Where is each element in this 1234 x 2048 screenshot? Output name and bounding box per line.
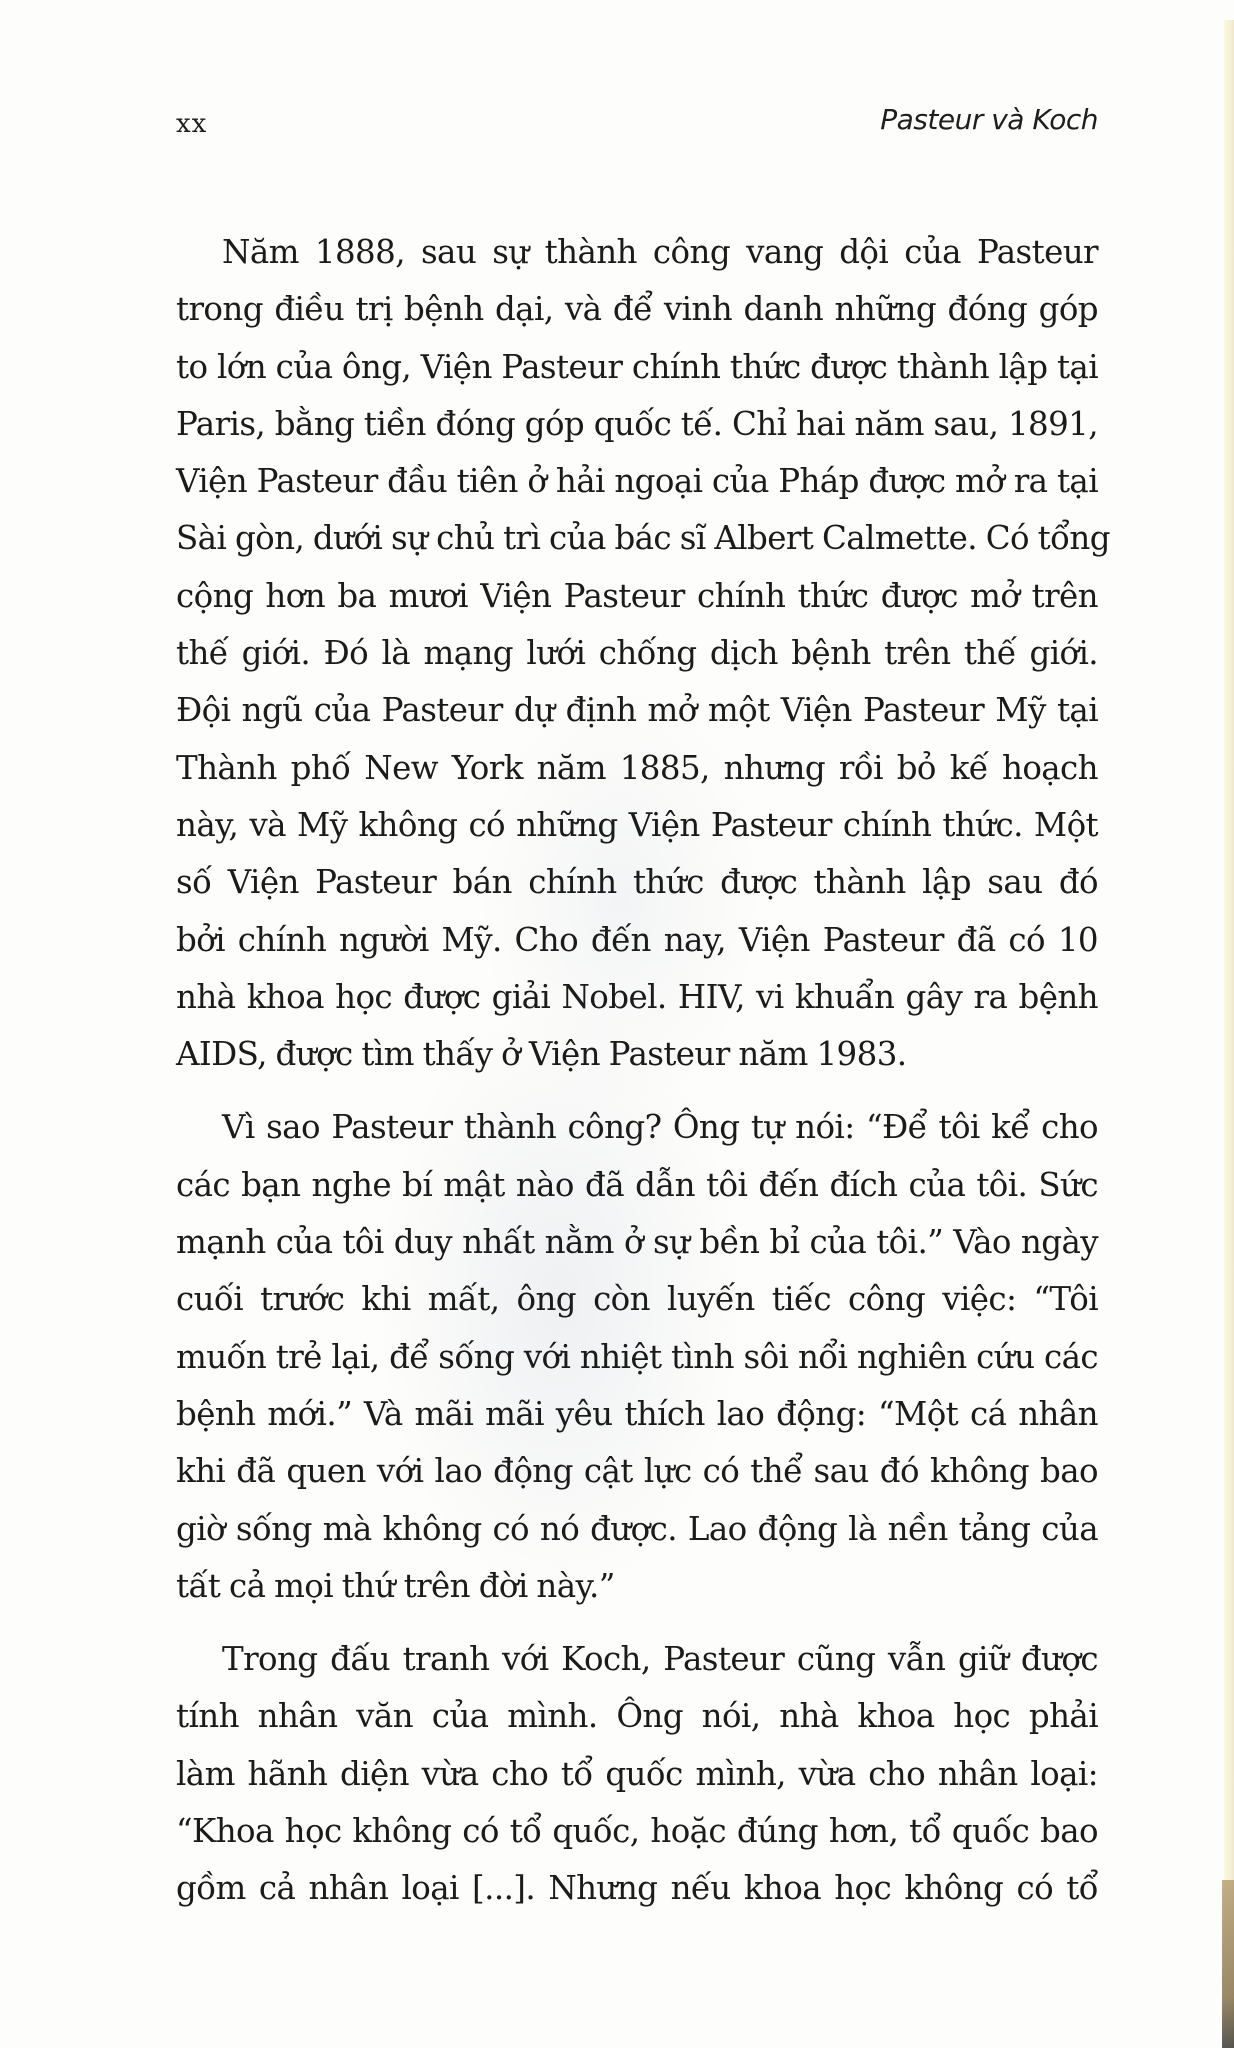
body-text [176, 224, 1110, 1918]
running-header [176, 103, 1098, 143]
text-line: Sài gòn, dưới sự chủ trì của bác sĩ Albert Calmette. Có tổng [176, 519, 1110, 558]
paragraph-spacer [176, 1083, 1098, 1099]
paragraph-1 [176, 224, 1110, 1083]
text-line: bởi chính người Mỹ. Cho đến nay, Viện Pasteur đã có 10 [176, 920, 1098, 959]
text-line: Viện Pasteur đầu tiên ở hải ngoại của Pháp được mở ra tại [176, 462, 1098, 501]
text-line: giờ sống mà không có nó được. Lao động là nền tảng của [176, 1509, 1098, 1548]
running-title: Pasteur và Koch [880, 103, 1098, 136]
page-edge [1224, 20, 1234, 2048]
text-line: AIDS, được tìm thấy ở Viện Pasteur năm 1983. [176, 1035, 907, 1074]
text-line: trong điều trị bệnh dại, và để vinh danh những đóng góp [176, 290, 1098, 329]
text-line: số Viện Pasteur bán chính thức được thành lập sau đó [176, 863, 1098, 902]
text-line: cộng hơn ba mươi Viện Pasteur chính thức được mở trên [176, 576, 1098, 615]
text-line: “Khoa học không có tổ quốc, hoặc đúng hơn, tổ quốc bao [176, 1812, 1098, 1851]
text-line: Thành phố New York năm 1885, nhưng rồi bỏ kế hoạch [176, 748, 1098, 787]
paragraph-3 [176, 1631, 1098, 1917]
text-line: bệnh mới.” Và mãi mãi yêu thích lao động: “Một cá nhân [176, 1394, 1098, 1433]
text-line: cuối trước khi mất, ông còn luyến tiếc công việc: “Tôi [176, 1280, 1098, 1319]
text-line: to lớn của ông, Viện Pasteur chính thức được thành lập tại [176, 347, 1098, 386]
text-line: gồm cả nhân loại [...]. Nhưng nếu khoa học không có tổ [176, 1869, 1098, 1908]
paragraph-spacer [176, 1615, 1098, 1631]
text-line: mạnh của tôi duy nhất nằm ở sự bền bỉ của tôi.” Vào ngày [176, 1223, 1098, 1262]
page-edge-shadow [1222, 1880, 1234, 2048]
text-line: Vì sao Pasteur thành công? Ông tự nói: “Để tôi kể cho [222, 1108, 1098, 1147]
text-line: Trong đấu tranh với Koch, Pasteur cũng vẫn giữ được [222, 1640, 1098, 1679]
paragraph-2 [176, 1099, 1098, 1615]
text-line: nhà khoa học được giải Nobel. HIV, vi khuẩn gây ra bệnh [176, 977, 1098, 1016]
text-line: Năm 1888, sau sự thành công vang dội của Pasteur [222, 233, 1098, 271]
text-line: này, và Mỹ không có những Viện Pasteur chính thức. Một [176, 805, 1098, 844]
text-line: thế giới. Đó là mạng lưới chống dịch bệnh trên thế giới. [176, 634, 1098, 673]
text-line: làm hãnh diện vừa cho tổ quốc mình, vừa cho nhân loại: [176, 1754, 1098, 1793]
text-line: Paris, bằng tiền đóng góp quốc tế. Chỉ hai năm sau, 1891, [176, 404, 1098, 443]
text-line: muốn trẻ lại, để sống với nhiệt tình sôi nổi nghiên cứu các [176, 1337, 1098, 1376]
page-number: xx [176, 109, 208, 139]
text-line: khi đã quen với lao động cật lực có thể sau đó không bao [176, 1452, 1098, 1491]
text-line: tính nhân văn của mình. Ông nói, nhà khoa học phải [176, 1697, 1098, 1736]
text-line: các bạn nghe bí mật nào đã dẫn tôi đến đích của tôi. Sức [176, 1165, 1098, 1204]
text-line: tất cả mọi thứ trên đời này.” [176, 1566, 615, 1605]
text-line: Đội ngũ của Pasteur dự định mở một Viện Pasteur Mỹ tại [176, 691, 1098, 730]
